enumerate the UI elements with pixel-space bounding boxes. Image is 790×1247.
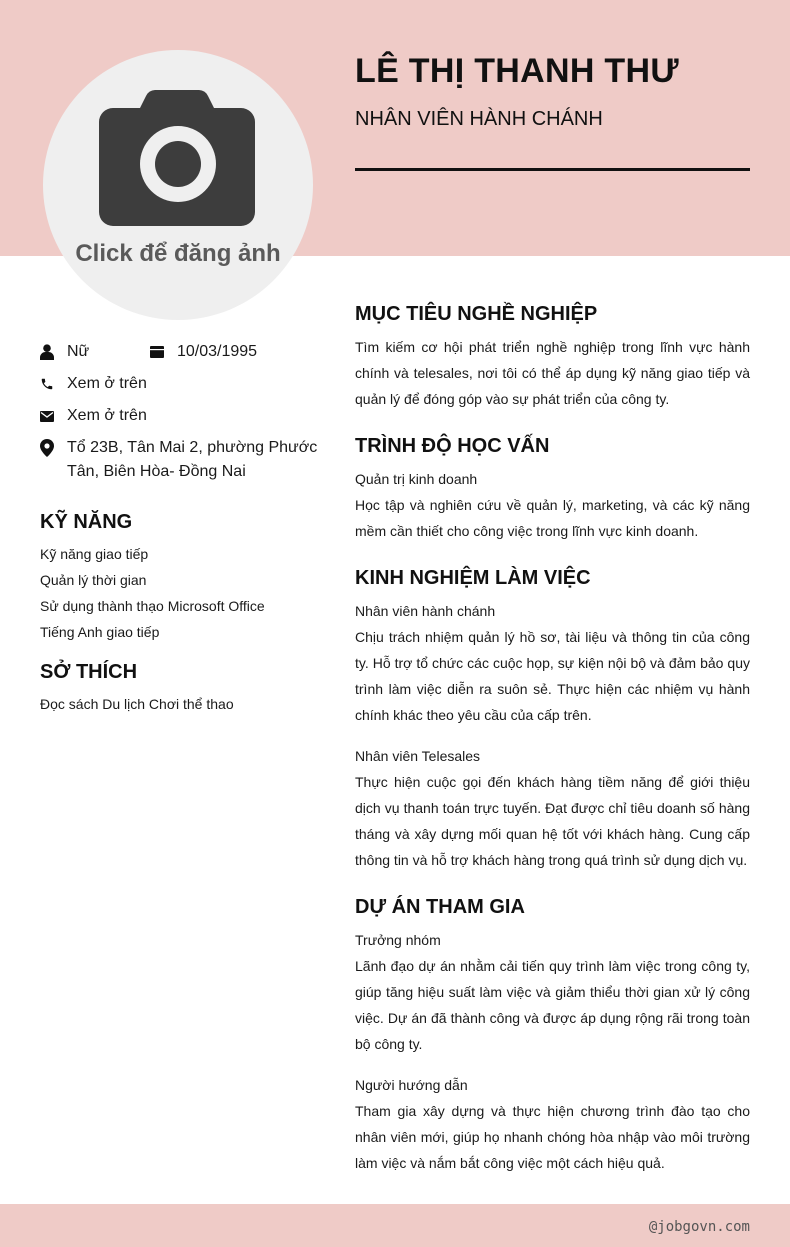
job-title: NHÂN VIÊN HÀNH CHÁNH bbox=[355, 108, 603, 130]
hobbies-title: SỞ THÍCH bbox=[40, 661, 138, 683]
item-text: Học tập và nghiên cứu về quản lý, marketing, và các kỹ năng mềm cần thiết cho công việc trong lĩnh vực kinh doanh. bbox=[355, 497, 750, 539]
birthdate-value: 10/03/1995 bbox=[177, 343, 258, 360]
skills-list bbox=[40, 541, 320, 645]
calendar-icon bbox=[150, 340, 164, 364]
project-item bbox=[355, 1072, 750, 1176]
item-title: Quản trị kinh doanh bbox=[355, 471, 478, 487]
email-value: Xem ở trên bbox=[67, 407, 147, 424]
email-row bbox=[40, 404, 320, 428]
gender-birthdate-row bbox=[40, 340, 320, 364]
experience-item bbox=[355, 743, 750, 873]
experience-section bbox=[355, 564, 750, 873]
location-pin-icon bbox=[40, 436, 54, 460]
hobbies-list bbox=[40, 691, 320, 717]
address-row bbox=[40, 436, 320, 484]
item-text: Thực hiện cuộc gọi đến khách hàng tiềm năng để giới thiệu dịch vụ thanh toán trực tuyến. Đạt được chỉ tiêu doanh số hàng tháng và xây dựng mối quan hệ tốt với khách hàng. Cung cấp thông tin và hỗ trợ khách hàng trong quá trình sử dụng dịch vụ. bbox=[355, 774, 750, 868]
item-title: Trưởng nhóm bbox=[355, 932, 441, 948]
skills-title: KỸ NĂNG bbox=[40, 511, 133, 533]
phone-row bbox=[40, 372, 320, 396]
address-value: Tổ 23B, Tân Mai 2, phường Phước Tân, Biên Hòa- Đồng Nai bbox=[67, 439, 318, 480]
phone-value: Xem ở trên bbox=[67, 375, 147, 392]
item-title: Nhân viên Telesales bbox=[355, 748, 481, 764]
footer-watermark: @jobgovn.com bbox=[648, 1219, 750, 1235]
item-title: Người hướng dẫn bbox=[355, 1077, 468, 1093]
list-item: Tiếng Anh giao tiếp bbox=[40, 624, 160, 640]
education-section bbox=[355, 432, 750, 544]
education-item bbox=[355, 466, 750, 544]
person-icon bbox=[40, 340, 54, 364]
list-item: Quản lý thời gian bbox=[40, 572, 147, 588]
objective-section bbox=[355, 300, 750, 412]
camera-icon bbox=[97, 88, 259, 232]
item-text: Lãnh đạo dự án nhằm cải tiến quy trình làm việc trong công ty, giúp tăng hiệu suất làm việc và giảm thiểu thời gian xử lý công việc. Dự án đã thành công và được áp dụng rộng rãi trong toàn bộ công ty. bbox=[355, 958, 750, 1052]
phone-icon bbox=[40, 372, 54, 396]
project-item bbox=[355, 927, 750, 1057]
education-title: TRÌNH ĐỘ HỌC VẤN bbox=[355, 435, 550, 457]
projects-section bbox=[355, 893, 750, 1176]
photo-upload[interactable] bbox=[43, 50, 313, 320]
experience-item bbox=[355, 598, 750, 728]
header-divider bbox=[355, 168, 750, 171]
hobbies-text: Đọc sách Du lịch Chơi thể thao bbox=[40, 696, 234, 712]
candidate-name: LÊ THỊ THANH THƯ bbox=[355, 52, 679, 90]
left-column bbox=[40, 340, 320, 717]
photo-upload-label: Click để đăng ảnh bbox=[75, 240, 281, 267]
item-text: Chịu trách nhiệm quản lý hồ sơ, tài liệu và thông tin của công ty. Hỗ trợ tổ chức các cuộc họp, sự kiện nội bộ và đảm bảo quy trình làm việc diễn ra suôn sẻ. Thực hiện các nhiệm vụ hành chính khác theo yêu cầu của cấp trên. bbox=[355, 629, 750, 723]
objective-title: MỤC TIÊU NGHỀ NGHIỆP bbox=[355, 303, 598, 325]
item-text: Tham gia xây dựng và thực hiện chương trình đào tạo cho nhân viên mới, giúp họ nhanh chóng hòa nhập vào môi trường làm việc và nắm bắt công việc một cách hiệu quả. bbox=[355, 1103, 750, 1171]
objective-text: Tìm kiếm cơ hội phát triển nghề nghiệp trong lĩnh vực hành chính và telesales, nơi tôi có thể áp dụng kỹ năng giao tiếp và quản lý để đóng góp vào sự phát triển của công ty. bbox=[355, 339, 750, 407]
email-icon bbox=[40, 404, 54, 428]
list-item: Kỹ năng giao tiếp bbox=[40, 546, 149, 562]
right-column bbox=[355, 300, 750, 1196]
projects-title: DỰ ÁN THAM GIA bbox=[355, 896, 525, 918]
gender-value: Nữ bbox=[67, 343, 90, 360]
list-item: Sử dụng thành thạo Microsoft Office bbox=[40, 598, 265, 614]
item-title: Nhân viên hành chánh bbox=[355, 603, 496, 619]
experience-title: KINH NGHIỆM LÀM VIỆC bbox=[355, 567, 591, 589]
